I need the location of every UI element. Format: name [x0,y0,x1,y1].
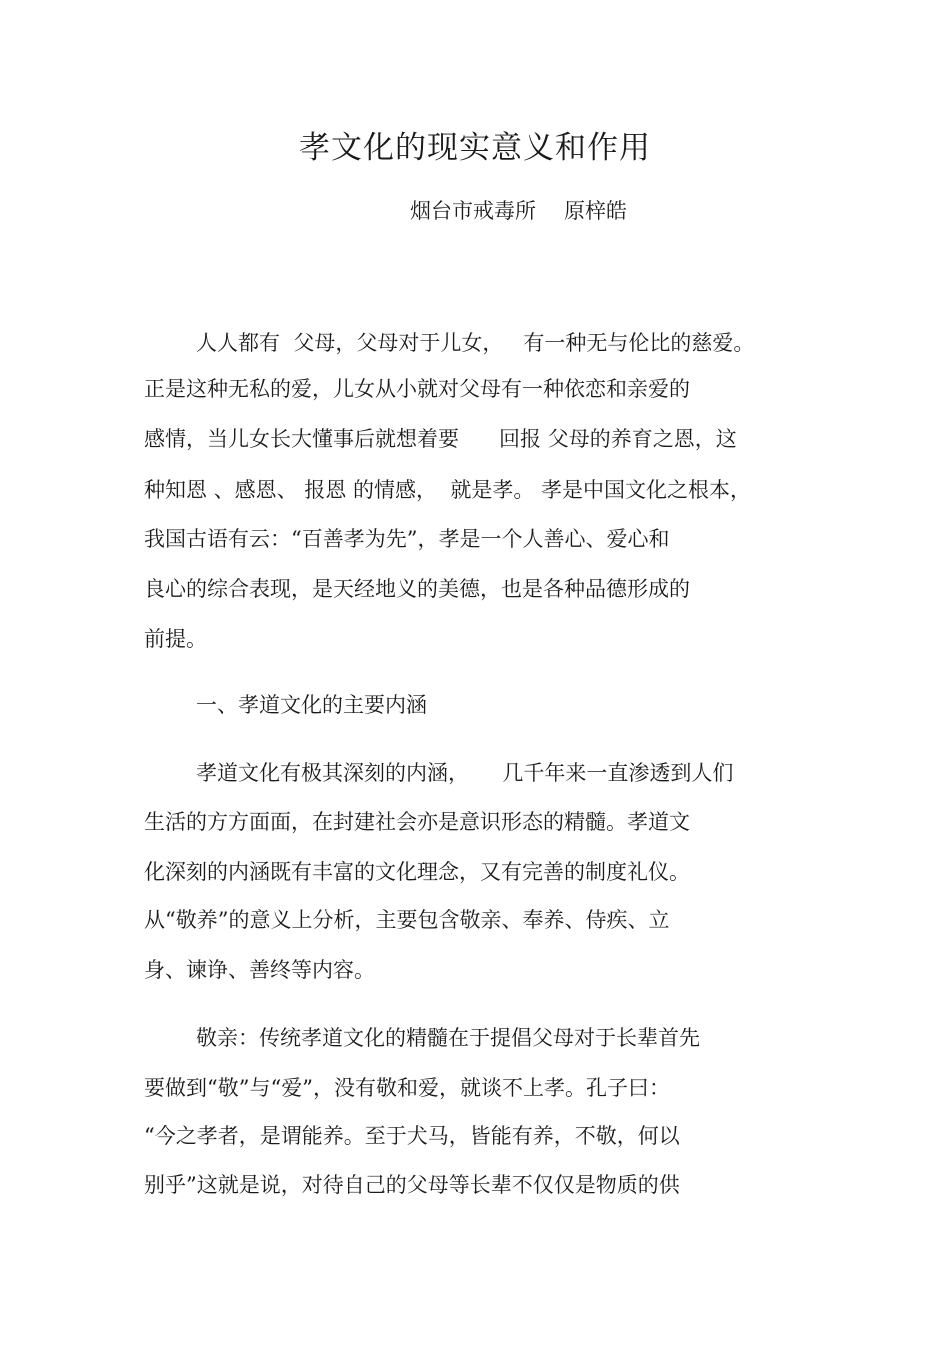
author-organization: 烟台市戒毒所 [410,199,536,223]
paragraph-1-line-2: 正是这种无私的爱，儿女从小就对父母有一种依恋和亲爱的 [144,377,690,401]
paragraph-2-line-4: 从“敬养”的意义上分析，主要包含敬亲、奉养、侍疾、立 [144,908,670,932]
section-heading: 一、孝道文化的主要内涵 [196,693,427,717]
byline [410,196,627,226]
paragraph-3-line-2: 要做到“敬”与“爱”，没有敬和爱，就谈不上孝。孔子曰： [144,1076,670,1100]
paragraph-1-line-4: 种知恩 、感恩、 报恩 的情感， 就是孝。 孝是中国文化之根本， [144,478,752,502]
paragraph-3-line-3: “今之孝者，是谓能养。至于犬马，皆能有养，不敬，何以 [144,1124,680,1148]
author-name: 原梓皓 [564,199,627,223]
paragraph-1-line-3: 感情，当儿女长大懂事后就想着要 回报 父母的养育之恩，这 [144,427,737,451]
paragraph-2-line-1: 孝道文化有极其深刻的内涵， 几千年来一直渗透到人们 [196,761,734,785]
paragraph-2-line-5: 身、谏诤、善终等内容。 [144,958,375,982]
paragraph-1-line-1: 人人都有 父母，父母对于儿女， 有一种无与伦比的慈爱。 [196,331,755,355]
paragraph-2-line-3: 化深刻的内涵既有丰富的文化理念，又有完善的制度礼仪。 [144,860,690,884]
paragraph-2-line-2: 生活的方方面面，在封建社会亦是意识形态的精髓。孝道文 [144,810,690,834]
paragraph-1-line-5: 我国古语有云：“百善孝为先”，孝是一个人善心、爱心和 [144,527,670,551]
paragraph-3-line-1: 敬亲：传统孝道文化的精髓在于提倡父母对于长辈首先 [196,1026,700,1050]
page-title: 孝文化的现实意义和作用 [299,130,651,166]
paragraph-3-line-4: 别乎”这就是说，对待自己的父母等长辈不仅仅是物质的供 [144,1173,680,1197]
paragraph-1-line-7: 前提。 [144,627,207,651]
paragraph-1-line-6: 良心的综合表现，是天经地义的美德，也是各种品德形成的 [144,577,690,601]
